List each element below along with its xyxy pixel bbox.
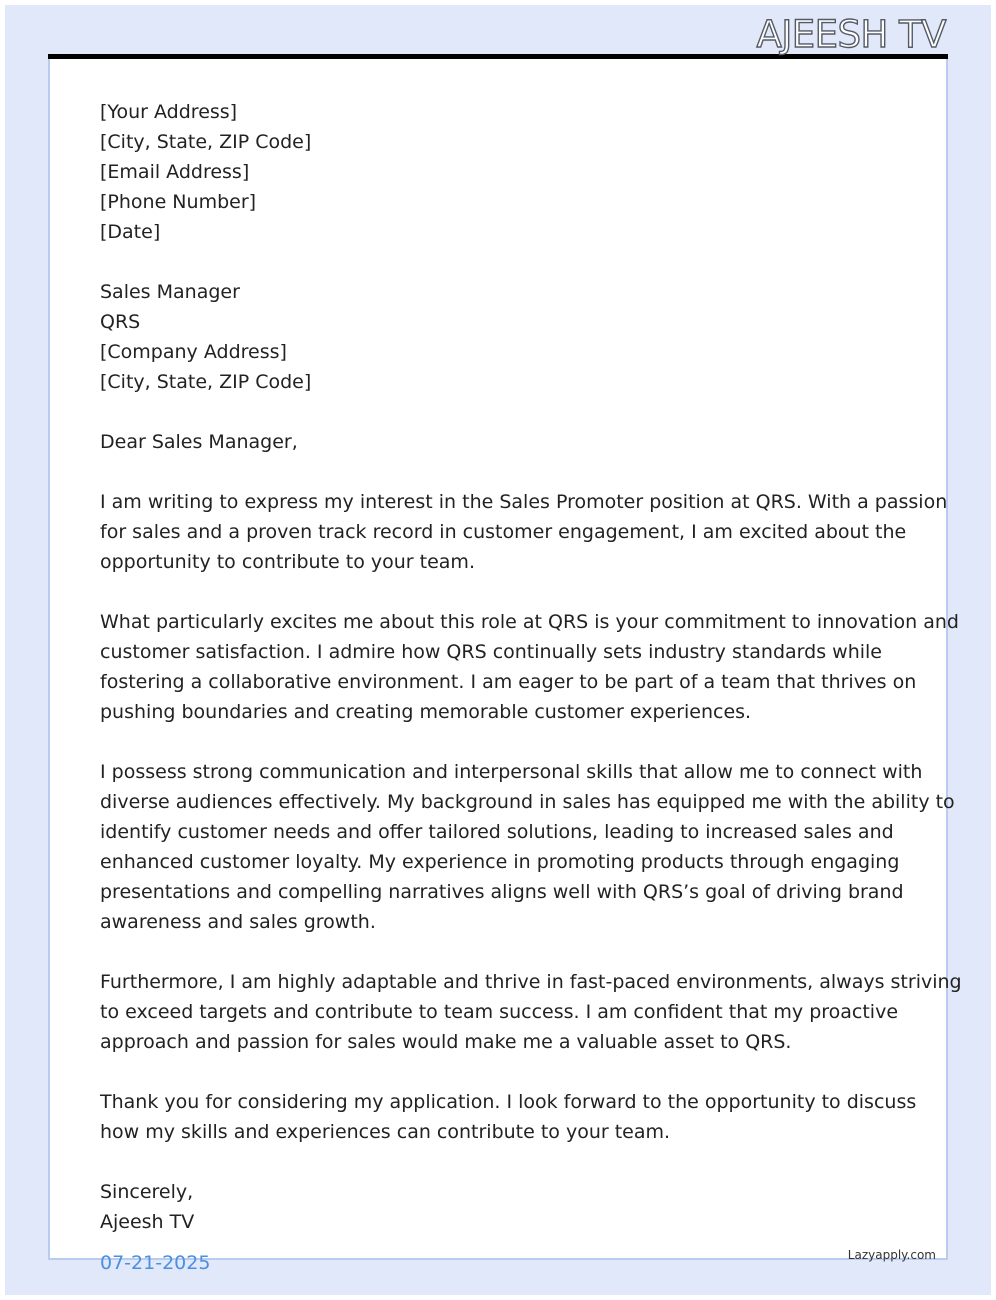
paragraph-line: fostering a collaborative environment. I am eager to be part of a team that thrives on	[100, 671, 917, 693]
body-paragraph	[100, 1087, 917, 1147]
sender-block	[100, 97, 900, 247]
signature: Ajeesh TV	[100, 1211, 195, 1233]
paragraph-line: presentations and compelling narratives aligns well with QRS’s goal of driving brand	[100, 881, 904, 903]
paragraph-line: to exceed targets and contribute to team success. I am confident that my proactive	[100, 1001, 899, 1023]
closing: Sincerely,	[100, 1181, 194, 1203]
footer-date: 07-21-2025	[100, 1252, 211, 1274]
paragraph-line: enhanced customer loyalty. My experience in promoting products through engaging	[100, 851, 900, 873]
paragraph-line: opportunity to contribute to your team.	[100, 551, 475, 573]
paragraph-line: I am writing to express my interest in the Sales Promoter position at QRS. With a passion	[100, 491, 948, 513]
sender-address: [Your Address]	[100, 101, 238, 123]
body-paragraph	[100, 967, 962, 1057]
sender-date: [Date]	[100, 221, 161, 243]
paragraph-line: Thank you for considering my application. I look forward to the opportunity to discuss	[100, 1091, 917, 1113]
salutation: Dear Sales Manager,	[100, 431, 298, 453]
recipient-company: QRS	[100, 311, 141, 333]
body-paragraph	[100, 487, 948, 577]
paragraph-line: for sales and a proven track record in customer engagement, I am excited about the	[100, 521, 907, 543]
paragraph-line: how my skills and experiences can contribute to your team.	[100, 1121, 671, 1143]
brand-name: AJEESH TV	[756, 13, 946, 56]
recipient-city-state-zip: [City, State, ZIP Code]	[100, 371, 312, 393]
recipient-title: Sales Manager	[100, 281, 240, 303]
paragraph-line: approach and passion for sales would make me a valuable asset to QRS.	[100, 1031, 792, 1053]
paragraph-line: diverse audiences effectively. My background in sales has equipped me with the ability to	[100, 791, 955, 813]
paragraph-line: identify customer needs and offer tailored solutions, leading to increased sales and	[100, 821, 894, 843]
paragraph-line: I possess strong communication and interpersonal skills that allow me to connect with	[100, 761, 923, 783]
body-paragraph	[100, 757, 955, 937]
paragraph-line: pushing boundaries and creating memorable customer experiences.	[100, 701, 752, 723]
paragraph-line: Furthermore, I am highly adaptable and thrive in fast-paced environments, always striving	[100, 971, 962, 993]
paragraph-line: customer satisfaction. I admire how QRS continually sets industry standards while	[100, 641, 882, 663]
sender-phone: [Phone Number]	[100, 191, 257, 213]
letter-body	[100, 97, 962, 1237]
body-paragraph	[100, 607, 959, 727]
recipient-block	[100, 277, 900, 397]
paragraph-line: What particularly excites me about this role at QRS is your commitment to innovation and	[100, 611, 959, 633]
recipient-address: [Company Address]	[100, 341, 287, 363]
footer-site-credit: Lazyapply.com	[847, 1248, 936, 1262]
sender-email: [Email Address]	[100, 161, 250, 183]
sender-city-state-zip: [City, State, ZIP Code]	[100, 131, 312, 153]
paragraph-line: awareness and sales growth.	[100, 911, 376, 933]
